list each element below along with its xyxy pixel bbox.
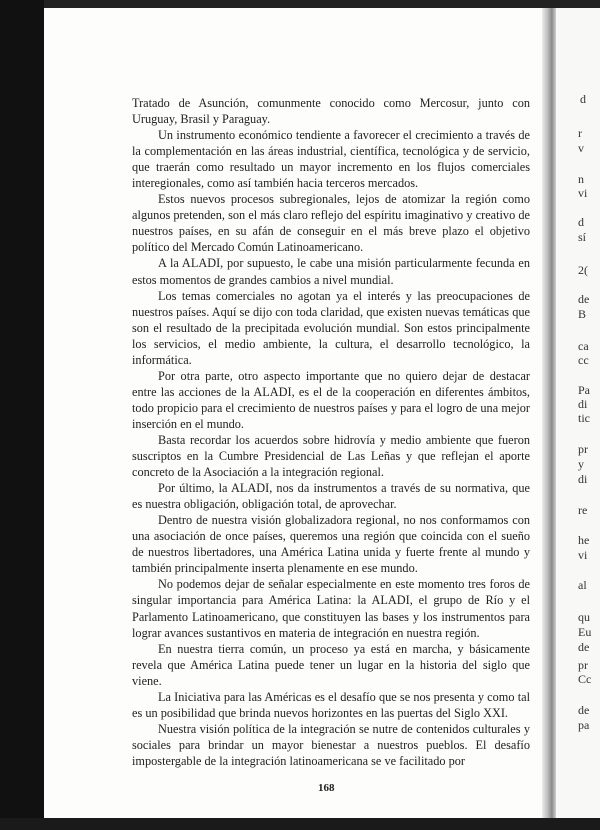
facing-page-fragment: qu	[578, 610, 590, 624]
paragraph: Por otra parte, otro aspecto importante que no quiero dejar de destacar entre las acciones de la ALADI, es el de la cooperación en diferentes ámbitos, todo propicio para el crecimiento de nuestros países y para el logro de una mejor inserción en el mundo.	[132, 368, 530, 431]
facing-page-fragment: 2(	[578, 263, 588, 277]
facing-page-fragment: de	[578, 703, 590, 717]
book-gutter	[542, 8, 556, 818]
facing-page-fragment: ca	[578, 339, 589, 353]
facing-page-fragment: pr	[578, 442, 588, 456]
facing-page-fragment: sí	[578, 230, 587, 244]
facing-page-fragment: di	[578, 472, 588, 486]
facing-page-fragment: al	[578, 578, 587, 592]
facing-page-fragment: d	[578, 215, 584, 229]
paragraph: Dentro de nuestra visión globalizadora regional, no nos conformamos con una asociación de once países, queremos una región que coincida con el sueño de nuestros libertadores, una América Latina unida y fuerte frente al mundo y también principalmente inserta plenamente en ese mundo.	[132, 513, 530, 576]
paragraph: No podemos dejar de señalar especialmente en este momento tres foros de singular importancia para América Latina: la ALADI, el grupo de Río y el Parlamento Latinoamericano, que constituyen las bases y los instrumentos para lograr avances sustantivos en materia de integración en nuestra región.	[132, 577, 530, 640]
paragraph: Por último, la ALADI, nos da instrumentos a través de su normativa, que es nuestra obligación, obligación total, de aprovechar.	[132, 481, 530, 512]
facing-page-fragment: Cc	[578, 672, 592, 686]
facing-page-fragment: di	[578, 397, 588, 411]
facing-page-fragment: Pa	[578, 383, 590, 397]
facing-page-fragment: tic	[578, 411, 590, 425]
facing-page-fragment: v	[578, 141, 584, 155]
page-number: 168	[318, 782, 335, 794]
paragraph: Un instrumento económico tendiente a favorecer el crecimiento a través de la complementación en las áreas industrial, científica, tecnológica y de servicio, que traerán como resultado un mayor incremento en los flujos comerciales interegionales, como así también hacia terceros mercados.	[132, 128, 530, 191]
facing-page-fragment: d	[580, 92, 586, 106]
facing-page-fragment: n	[578, 172, 584, 186]
facing-page-fragment: B	[578, 307, 587, 321]
facing-page-fragment: pr	[578, 658, 588, 672]
scan-border-bottom	[0, 818, 600, 830]
paragraph: A la ALADI, por supuesto, le cabe una misión particularmente fecunda en estos momentos de grandes cambios a nivel mundial.	[132, 256, 530, 287]
paragraph: Estos nuevos procesos subregionales, lejos de atomizar la región como algunos pretenden, son el más claro reflejo del espíritu imaginativo y creativo de nuestros países, en su afán de conseguir en el más breve plazo el objetivo político del Mercado Común Latinoamericano.	[132, 192, 530, 255]
scan-border-left	[0, 0, 44, 830]
page-body-text	[132, 95, 530, 769]
paragraph: Nuestra visión política de la integración se nutre de contenidos culturales y sociales para brindar un mayor bienestar a nuestros pueblos. El desafío impostergable de la integración latinoamericana se ve facilitado por	[132, 721, 530, 768]
paragraph: Tratado de Asunción, comunmente conocido como Mercosur, junto con Uruguay, Brasil y Paraguay.	[132, 96, 530, 127]
paragraph: Los temas comerciales no agotan ya el interés y las preocupaciones de nuestros países. Aquí se dijo con toda claridad, que existen nuevas temáticas que son el resultado de la precipitada evolución mundial. Son estos principalmente los servicios, el medio ambiente, la cultura, el desarrollo tecnológico, la informática.	[132, 288, 530, 367]
facing-page-fragment: de	[578, 292, 590, 306]
facing-page-fragment: cc	[578, 353, 589, 367]
facing-page-fragment: y	[578, 457, 584, 471]
facing-page-fragment: vi	[578, 548, 588, 562]
facing-page-fragment: pa	[578, 718, 590, 732]
facing-page-fragment: vi	[578, 186, 588, 200]
paragraph: Basta recordar los acuerdos sobre hidrovía y medio ambiente que fueron suscriptos en la Cumbre Presidencial de Las Leñas y que reflejan el aporte concreto de la Asociación a la integración regional.	[132, 432, 530, 480]
facing-page-fragment: Eu	[578, 625, 592, 639]
facing-page-fragment: r	[578, 126, 582, 140]
facing-page-fragment: he	[578, 533, 590, 547]
paragraph: La Iniciativa para las Américas es el desafío que se nos presenta y como tal es un posibilidad que brinda nuevos horizontes en las puertas del Siglo XXI.	[132, 689, 530, 720]
paragraph: En nuestra tierra común, un proceso ya está en marcha, y básicamente revela que América Latina puede tener un lugar en la historia del siglo que viene.	[132, 641, 530, 688]
facing-page-fragment: re	[578, 503, 588, 517]
scan-border-top	[0, 0, 600, 8]
facing-page-fragment: de	[578, 640, 590, 654]
